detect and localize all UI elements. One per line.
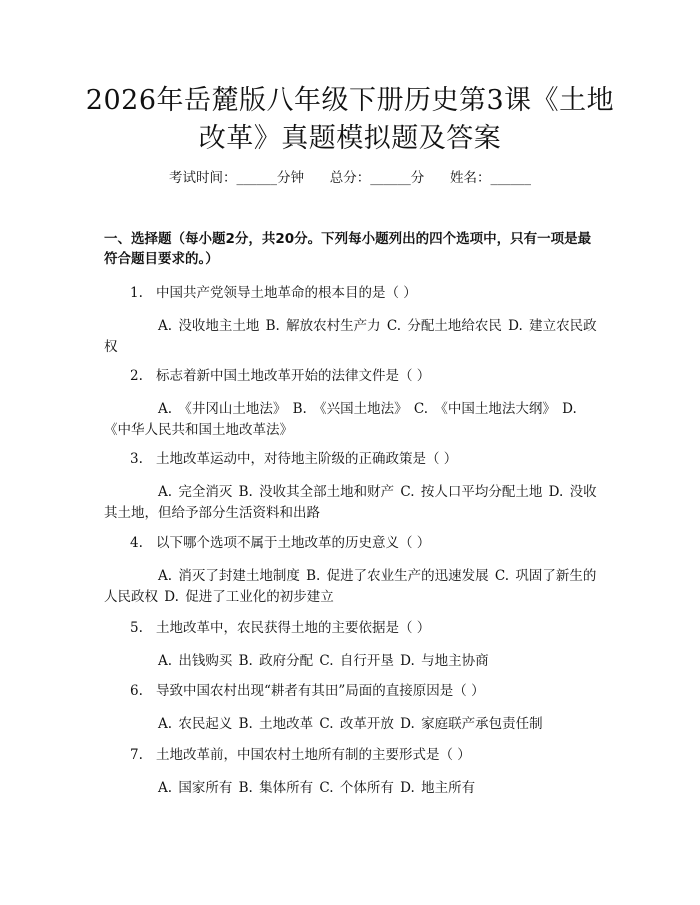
question-item	[104, 449, 599, 524]
option-c: C. 改革开放	[319, 716, 401, 732]
question-item	[104, 618, 599, 672]
question-item	[104, 745, 599, 799]
option-list	[104, 714, 599, 735]
question-item	[104, 681, 599, 735]
option-list	[104, 651, 599, 672]
option-a: A. 完全消灭	[158, 484, 239, 500]
question-text: 土地改革前，中国农村土地所有制的主要形式是（ ）	[156, 747, 471, 763]
option-c: C. 《中国土地法大纲》	[413, 401, 563, 417]
question-stem	[104, 681, 599, 702]
question-number: 3.	[130, 451, 143, 467]
option-c: C. 分配土地给农民	[386, 318, 509, 334]
question-stem	[104, 366, 599, 387]
question-item	[104, 366, 599, 441]
question-number: 6.	[130, 683, 143, 699]
question-number: 1.	[130, 285, 143, 301]
question-stem	[104, 618, 599, 639]
question-text: 导致中国农村出现“耕者有其田”局面的直接原因是（ ）	[156, 683, 485, 699]
option-b: B. 政府分配	[238, 653, 320, 669]
option-d: D. 地主所有	[400, 780, 476, 796]
option-a: A. 国家所有	[158, 780, 239, 796]
question-number: 4.	[130, 535, 143, 551]
option-d: D. 与地主协商	[400, 653, 489, 669]
title-line-1: 2026年岳麓版八年级下册历史第3课《土地	[85, 85, 615, 116]
option-list	[104, 482, 599, 524]
question-text: 以下哪个选项不属于土地改革的历史意义（ ）	[156, 535, 431, 551]
section-heading: 一、选择题（每小题2分，共20分。下列每小题列出的四个选项中，只有一项是最符合题目要求的。）	[104, 231, 592, 267]
question-stem	[104, 449, 599, 470]
question-text: 标志着新中国土地改革开始的法律文件是（ ）	[156, 368, 431, 384]
option-d: D. 建立农民政权	[104, 318, 597, 355]
option-d: D. 《中华人民共和国土地改革法》	[104, 401, 577, 438]
question-item	[104, 283, 599, 358]
question-number: 7.	[130, 747, 143, 763]
question-number: 2.	[130, 368, 143, 384]
option-c: C. 个体所有	[319, 780, 401, 796]
option-list	[104, 399, 599, 441]
question-stem	[104, 533, 599, 554]
question-text: 土地改革运动中，对待地主阶级的正确政策是（ ）	[156, 451, 458, 467]
option-b: B. 促进了农业生产的迅速发展	[306, 568, 495, 584]
question-stem	[104, 283, 599, 304]
option-c: C. 巩固了新生的人民政权	[104, 568, 597, 605]
option-b: B. 《兴国土地法》	[292, 401, 414, 417]
option-a: A. 《井冈山土地法》	[158, 401, 293, 417]
option-d: D. 没收其土地，但给予部分生活资料和出路	[104, 484, 597, 521]
question-item	[104, 533, 599, 608]
question-stem	[104, 745, 599, 766]
question-text: 中国共产党领导土地革命的根本目的是（ ）	[156, 285, 417, 301]
question-number: 5.	[130, 620, 143, 636]
question-text: 土地改革中，农民获得土地的主要依据是（ ）	[156, 620, 431, 636]
option-a: A. 出钱购买	[158, 653, 239, 669]
exam-info-line: 考试时间：______分钟 总分：______分 姓名：______	[169, 170, 531, 186]
option-list	[104, 778, 599, 799]
option-d: D. 家庭联产承包责任制	[400, 716, 543, 732]
option-c: C. 按人口平均分配土地	[400, 484, 549, 500]
option-b: B. 土地改革	[238, 716, 320, 732]
option-c: C. 自行开垦	[319, 653, 401, 669]
option-d: D. 促进了工业化的初步建立	[164, 589, 334, 605]
option-a: A. 消灭了封建土地制度	[158, 568, 307, 584]
option-a: A. 农民起义	[158, 716, 239, 732]
option-b: B. 集体所有	[238, 780, 320, 796]
title-line-2: 改革》真题模拟题及答案	[198, 123, 502, 154]
page-title	[60, 82, 640, 158]
option-a: A. 没收地主土地	[158, 318, 266, 334]
option-list	[104, 316, 599, 358]
option-list	[104, 566, 599, 608]
option-b: B. 解放农村生产力	[265, 318, 387, 334]
option-b: B. 没收其全部土地和财产	[238, 484, 401, 500]
